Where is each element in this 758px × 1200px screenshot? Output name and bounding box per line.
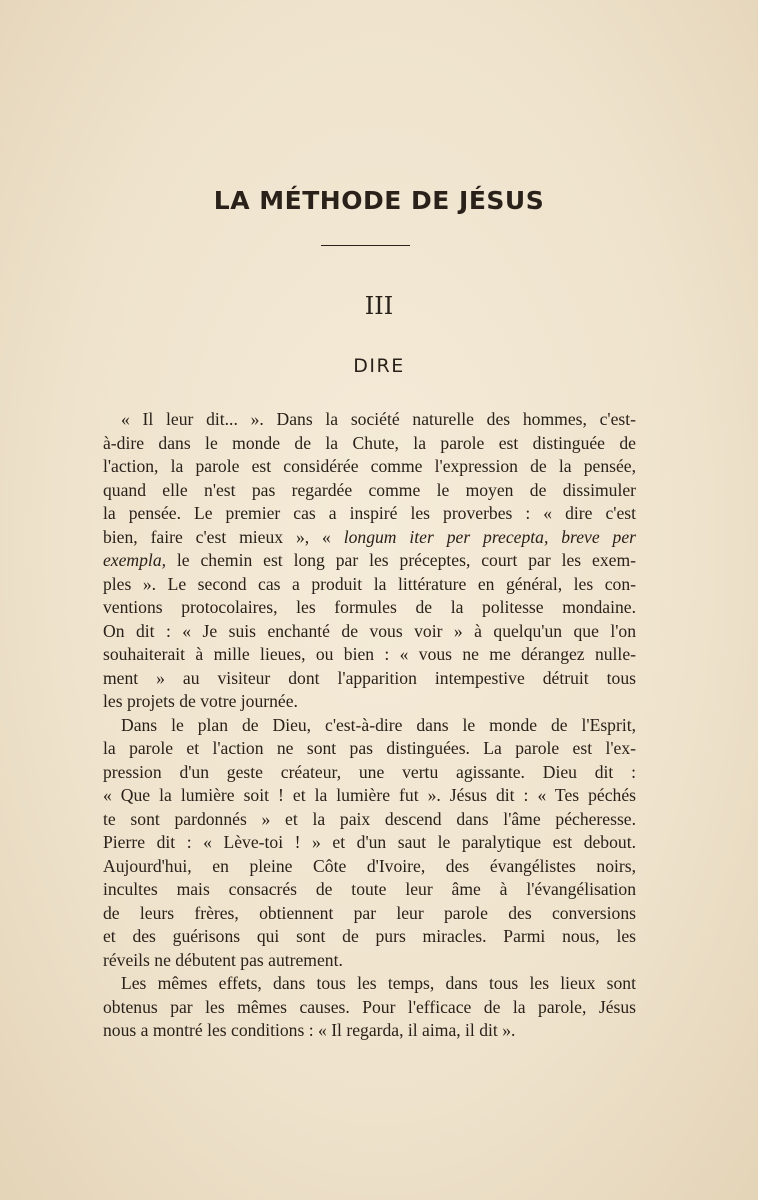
text-segment: le chemin est long par les préceptes, court par les exem-	[176, 550, 636, 570]
text-segment: bien, faire c'est mieux », «	[103, 526, 344, 547]
text-line: à-dire dans le monde de la Chute, la parole est distinguée de	[103, 432, 636, 453]
text-line: Pierre dit : « Lève-toi ! » et d'un saut le paralytique est debout.	[103, 832, 636, 852]
text-line: Dans le plan de Dieu, c'est-à-dire dans le monde de l'Esprit,	[121, 714, 636, 735]
section-heading: DIRE	[353, 355, 405, 377]
text-line: ples ». Le second cas a produit la littérature en général, les con-	[103, 573, 636, 594]
text-line: ventions protocolaires, les formules de la politesse mondaine.	[103, 597, 636, 617]
paragraph-3	[103, 972, 636, 1043]
text-line: On dit : « Je suis enchanté de vous voir » à quelqu'un que l'on	[103, 620, 636, 641]
text-line: souhaiterait à mille lieues, ou bien : « vous ne me dérangez nulle-	[103, 644, 636, 664]
text-line: « Il leur dit... ». Dans la société naturelle des hommes, c'est-	[121, 409, 636, 429]
text-line: te sont pardonnés » et la paix descend dans l'âme pécheresse.	[103, 808, 636, 829]
text-line: nous a montré les conditions : « Il regarda, il aima, il dit ».	[103, 1020, 516, 1040]
text-line: incultes mais consacrés de toute leur âme à l'évangélisation	[103, 879, 636, 899]
text-line-mixed	[103, 526, 636, 550]
text-line: ment » au visiteur dont l'apparition intempestive détruit tous	[103, 667, 636, 688]
text-line-mixed	[103, 549, 636, 573]
paragraph-1	[103, 408, 636, 714]
text-line: quand elle n'est pas regardée comme le moyen de dissimuler	[103, 479, 636, 500]
latin-quote: exempla,	[103, 550, 167, 570]
chapter-number: III	[364, 292, 394, 320]
text-line: l'action, la parole est considérée comme l'expression de la pensée,	[103, 456, 636, 476]
paragraph-2	[103, 714, 636, 973]
text-line: « Que la lumière soit ! et la lumière fut ». Jésus dit : « Tes péchés	[103, 785, 636, 805]
page-title: LA MÉTHODE DE JÉSUS	[213, 186, 545, 215]
title-divider	[321, 245, 410, 246]
text-line: les projets de votre journée.	[103, 691, 298, 711]
latin-quote: longum iter per precepta, breve per	[343, 526, 637, 547]
text-line: pression d'un geste créateur, une vertu agissante. Dieu dit :	[103, 761, 636, 782]
text-line: Les mêmes effets, dans tous les temps, dans tous les lieux sont	[121, 973, 636, 993]
text-line: de leurs frères, obtiennent par leur parole des conversions	[103, 902, 636, 923]
text-line: Aujourd'hui, en pleine Côte d'Ivoire, des évangélistes noirs,	[103, 855, 636, 876]
text-line: obtenus par les mêmes causes. Pour l'efficace de la parole, Jésus	[103, 996, 636, 1017]
text-line: la parole et l'action ne sont pas distinguées. La parole est l'ex-	[103, 738, 636, 758]
body-text	[103, 408, 636, 1043]
text-line: la pensée. Le premier cas a inspiré les proverbes : « dire c'est	[103, 503, 636, 523]
text-line: et des guérisons qui sont de purs miracles. Parmi nous, les	[103, 926, 636, 946]
text-line: réveils ne débutent pas autrement.	[103, 949, 343, 970]
